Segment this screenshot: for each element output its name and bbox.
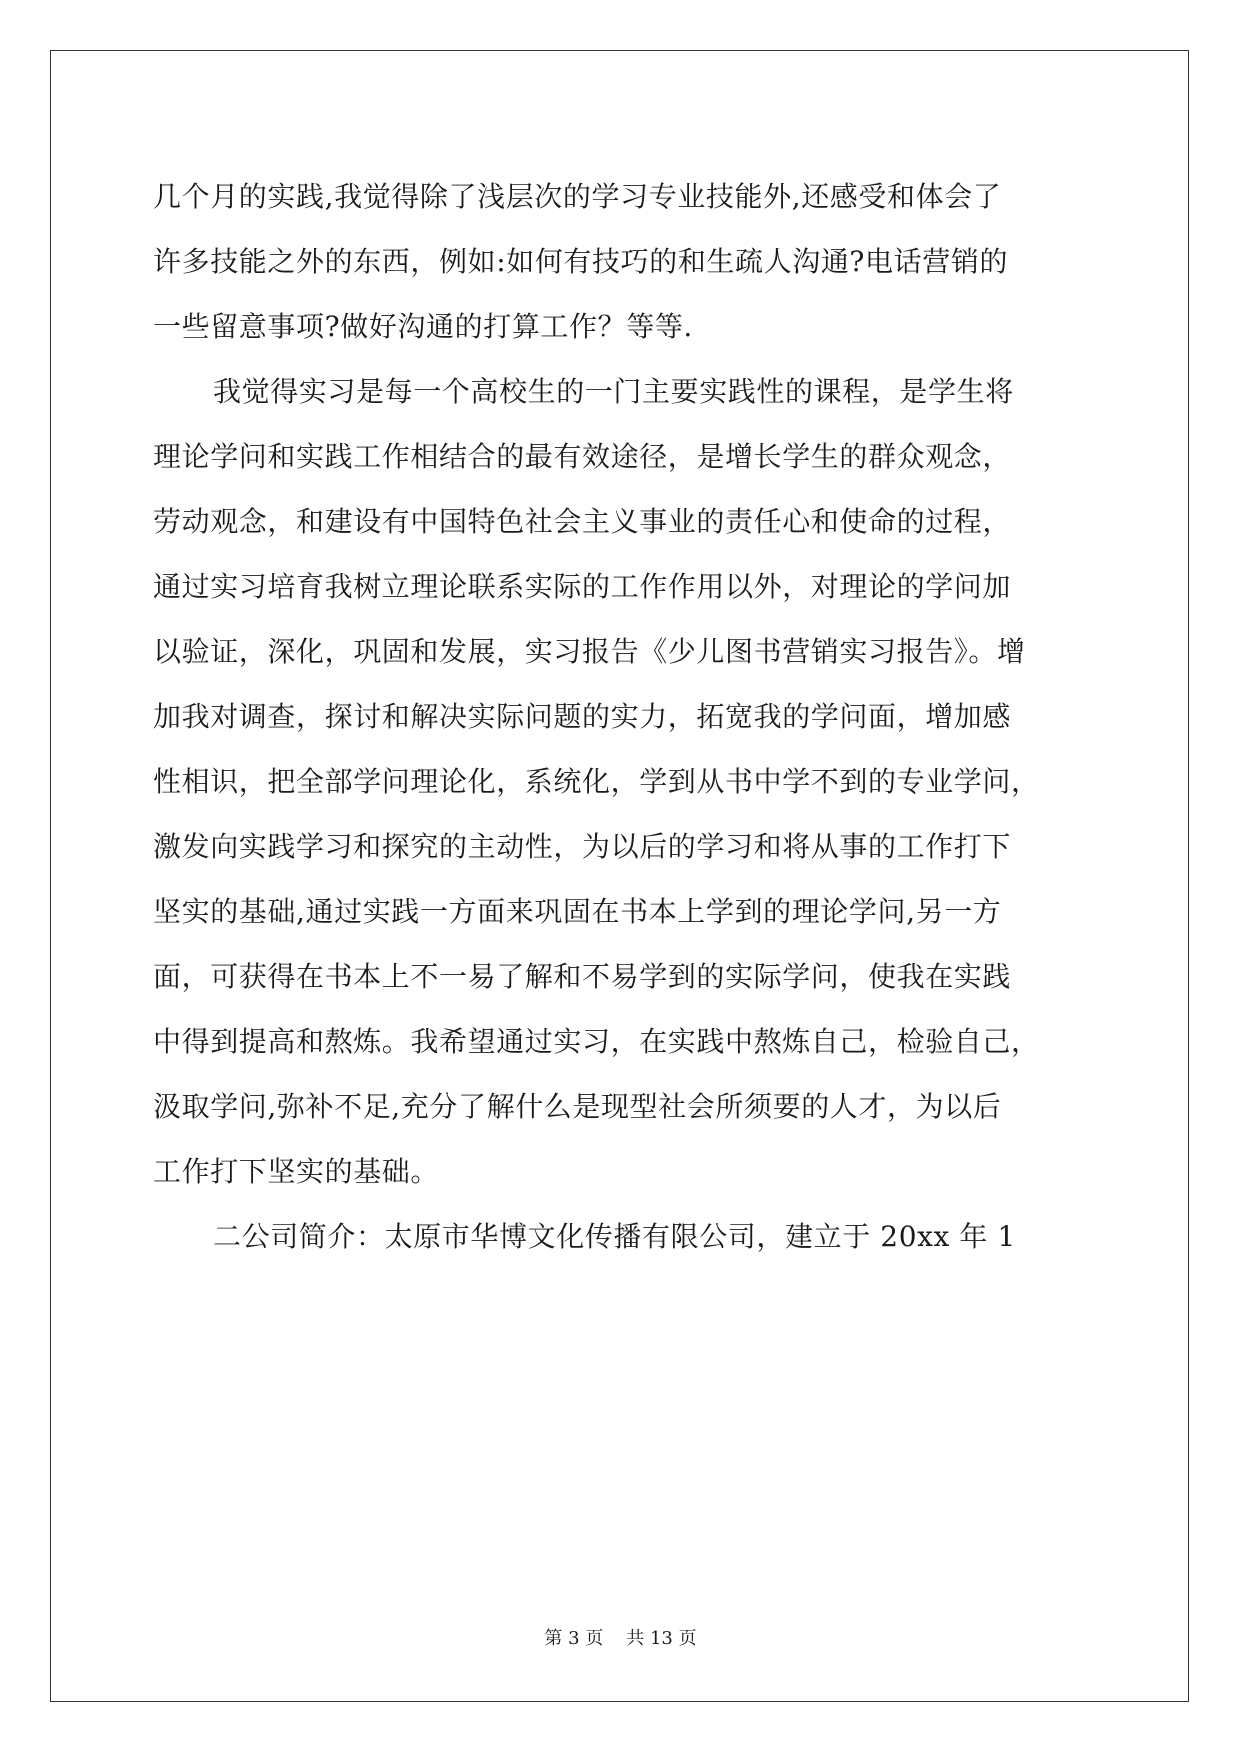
document-body: [153, 164, 1088, 1269]
text-line: 一些留意事项?做好沟通的打算工作？等等.: [153, 310, 693, 343]
text-line: 工作打下坚实的基础。: [153, 1155, 440, 1188]
text-line: 几个月的实践,我觉得除了浅层次的学习专业技能外,还感受和体会了: [153, 180, 1002, 213]
text-line: 二公司简介：太原市华博文化传播有限公司，建立于 20xx 年 1: [213, 1220, 1016, 1253]
text-line: 中得到提高和熬炼。我希望通过实习，在实践中熬炼自己，检验自己，: [153, 1025, 1040, 1058]
text-line: 面，可获得在书本上不一易了解和不易学到的实际学问，使我在实践: [153, 960, 1012, 993]
text-line: 以验证，深化，巩固和发展，实习报告《少儿图书营销实习报告》。增: [153, 635, 1026, 668]
text-line: 通过实习培育我树立理论联系实际的工作作用以外，对理论的学问加: [153, 570, 1012, 603]
text-line: 劳动观念，和建设有中国特色社会主义事业的责任心和使命的过程，: [153, 505, 1012, 538]
text-line: 许多技能之外的东西，例如:如何有技巧的和生疏人沟通?电话营销的: [153, 245, 1009, 278]
page-total: 共 13 页: [626, 1628, 697, 1649]
text-line: 理论学问和实践工作相结合的最有效途径，是增长学生的群众观念，: [153, 440, 1012, 473]
text-line: 我觉得实习是每一个高校生的一门主要实践性的课程，是学生将: [213, 375, 1014, 408]
text-line: 激发向实践学习和探究的主动性，为以后的学习和将从事的工作打下: [153, 830, 1012, 863]
page-number: 第 3 页: [544, 1628, 604, 1649]
text-line: 坚实的基础,通过实践一方面来巩固在书本上学到的理论学问,另一方: [153, 895, 1002, 928]
text-line: 加我对调查，探讨和解决实际问题的实力，拓宽我的学问面，增加感: [153, 700, 1012, 733]
text-line: 汲取学问,弥补不足,充分了解什么是现型社会所须要的人才，为以后: [153, 1090, 1002, 1123]
page-footer: [0, 1624, 1241, 1650]
text-line: 性相识，把全部学问理论化，系统化，学到从书中学不到的专业学问，: [153, 765, 1040, 798]
